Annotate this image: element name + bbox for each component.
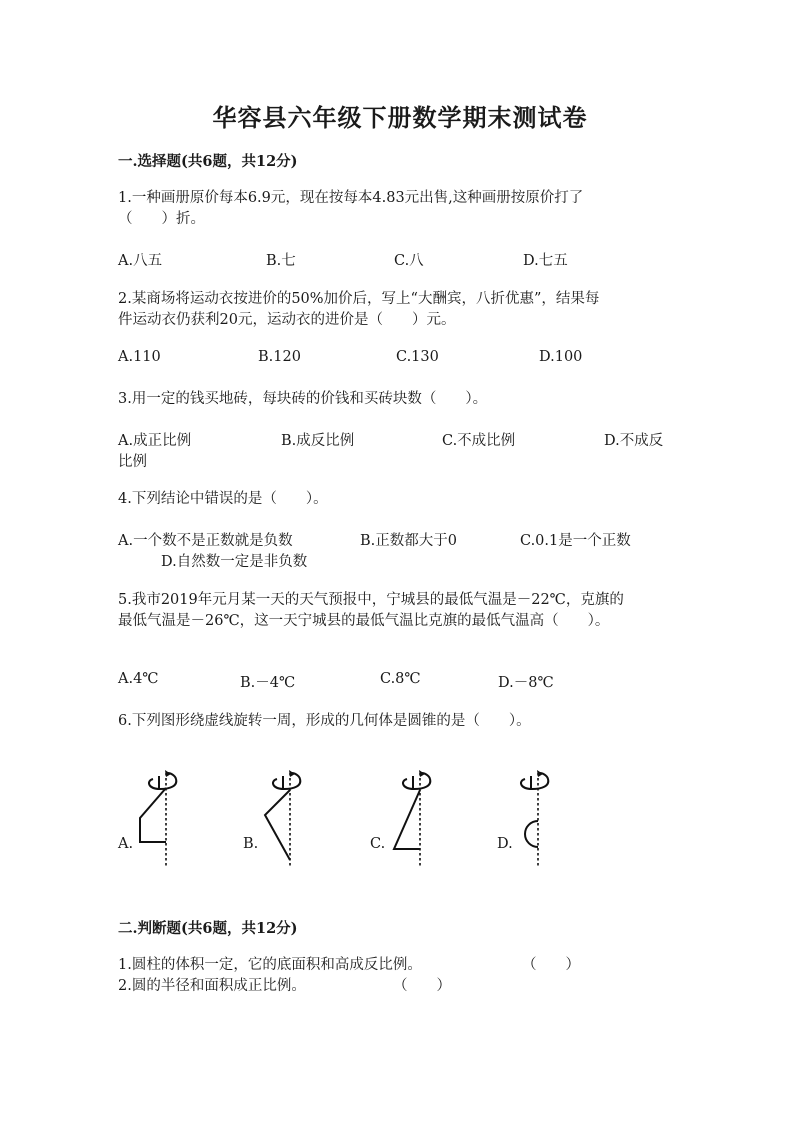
figure-c-arrow-head [419,770,425,777]
question-3-option-a[interactable]: A.成正比例 [118,433,192,449]
figure-b-shape [265,790,290,860]
question-1-option-d[interactable]: D.七五 [523,253,568,269]
question-3-line-1: 3.用一定的钱买地砖，每块砖的价钱和买砖块数（ ）。 [118,391,488,407]
question-2-option-a[interactable]: A.110 [118,349,161,365]
figure-b[interactable] [265,770,300,866]
question-4-option-b[interactable]: B.正数都大于0 [360,533,457,549]
judgment-1-answer-blank[interactable]: （ ） [522,957,580,973]
question-5-line-1: 5.我市2019年元月某一天的天气预报中，宁城县的最低气温是－22℃，克旗的 [118,592,624,608]
question-6-option-d[interactable]: D. [497,836,513,852]
question-1-option-b[interactable]: B.七 [266,253,296,269]
question-6-line-1: 6.下列图形绕虚线旋转一周，形成的几何体是圆锥的是（ ）。 [118,713,531,729]
question-6-option-b[interactable]: B. [243,836,259,852]
question-3-option-d[interactable]: D.不成反 [604,433,664,449]
question-4-option-a[interactable]: A.一个数不是正数就是负数 [118,533,293,549]
figure-a[interactable] [140,770,176,866]
question-5-line-2: 最低气温是－26℃，这一天宁城县的最低气温比克旗的最低气温高（ ）。 [118,613,610,629]
figure-d-arrow-head [537,770,543,777]
question-2-option-d[interactable]: D.100 [539,349,583,365]
figure-c-rotation-arrow [403,773,430,790]
question-5-option-d[interactable]: D.－8℃ [498,675,554,691]
question-1-option-a[interactable]: A.八五 [118,253,163,269]
question-2-option-c[interactable]: C.130 [396,349,439,365]
figure-d-shape [525,821,538,847]
question-1-line-1: 1.一种画册原价每本6.9元，现在按每本4.83元出售,这种画册按原价打了 [118,190,584,206]
question-3-option-d-continued: 比例 [118,454,147,470]
question-3-option-b[interactable]: B.成反比例 [281,433,355,449]
question-1-option-c[interactable]: C.八 [394,253,424,269]
question-2-option-b[interactable]: B.120 [258,349,301,365]
judgment-2-answer-blank[interactable]: （ ） [393,978,451,994]
question-5-option-b[interactable]: B.－4℃ [240,675,296,691]
question-2-line-2: 件运动衣仍获利20元，运动衣的进价是（ ）元。 [118,312,456,328]
question-4-option-d[interactable]: D.自然数一定是非负数 [161,554,308,570]
page-title: 华容县六年级下册数学期末测试卷 [212,103,588,132]
question-4-option-c[interactable]: C.0.1是一个正数 [520,533,631,549]
question-6-option-a[interactable]: A. [118,836,134,852]
figure-a-arrow-head [165,770,171,777]
question-6-option-c[interactable]: C. [370,836,386,852]
question-5-option-a[interactable]: A.4℃ [118,671,159,687]
figure-c-shape [394,790,420,849]
figure-d-rotation-arrow [521,773,548,790]
figure-b-arrow-head [289,770,295,777]
question-5-option-c[interactable]: C.8℃ [380,671,421,687]
figure-d[interactable] [521,770,548,866]
question-1-line-2: （ ）折。 [118,211,205,227]
figure-a-shape [140,788,166,842]
question-2-line-1: 2.某商场将运动衣按进价的50%加价后，写上“大酬宾，八折优惠”，结果每 [118,291,600,307]
judgment-1-text: 1.圆柱的体积一定，它的底面积和高成反比例。 [118,957,422,973]
question-3-option-c[interactable]: C.不成比例 [442,433,516,449]
question-4-line-1: 4.下列结论中错误的是（ ）。 [118,491,328,507]
section-heading-choice: 一.选择题(共6题，共12分) [118,153,298,170]
judgment-2-text: 2.圆的半径和面积成正比例。 [118,978,306,994]
section-heading-judgment: 二.判断题(共6题，共12分) [118,920,298,937]
figure-a-rotation-arrow [149,773,176,790]
figure-b-rotation-arrow [273,773,300,790]
figure-c[interactable] [394,770,430,866]
